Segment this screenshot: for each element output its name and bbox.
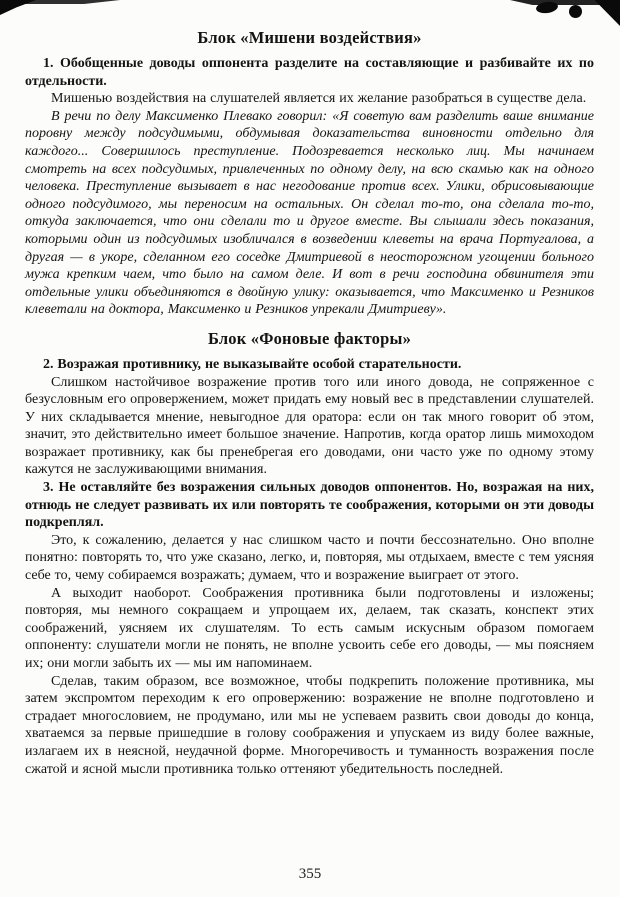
paragraph-repeating-arguments: Это, к сожалению, делается у нас слишком часто и почти бессознательно. Оно вполне понятно: повторять то, что уже сказано, легко, и, повторяя, мы отдыхаем, вместе с тем уясняя себе то, чему собираемся возражать; думаем, что и возражение выиграет от этого. <box>25 532 594 584</box>
section-heading-targets: Блок «Мишени воздействия» <box>197 28 422 47</box>
paragraph-improvised-rebuttal: Сделав, таким образом, все возможное, чтобы подкрепить положение противника, мы затем экспромтом переходим к его опровержению: возражение не вполне подготовлено и страдает многословием, не продумано, или мы не успеваем развить свои доводы до конца, хватаемся за первые пришедшие в голову соображения и упускаем из виду более важные, излагаем их в неясной, неудачной форме. Многоречивость и туманность возражения после сжатой и ясной мысли противника только оттеняют убедительность последней. <box>25 673 594 777</box>
paragraph-helping-opponent: А выходит наоборот. Соображения противника были подготовлены и изложены; повторяя, мы немного сокращаем и упрощаем их, делаем, так сказать, конспект этих соображений, уясняем их слушателям. То есть самым искусным образом помогаем оппоненту: слушатели могли не понять, не вполне усвоить себе его доводы, — мы поясняем их; они могли забыть их — мы им напоминаем. <box>25 585 594 671</box>
page-content <box>25 26 594 778</box>
paragraph-target-audience: Мишенью воздействия на слушателей является их желание разобраться в существе дела. <box>51 91 587 107</box>
scan-artifact-top-right-dot <box>569 5 582 18</box>
plevako-quote-paragraph: В речи по делу Максименко Плевако говорил: «Я советую вам разделить ваше внимание поровну между подсудимыми, обдумывая доказательства виновности отдельно для каждого... Совершилось преступление. Подозревается несколько лиц. Мы начинаем смотреть на всех подсудимых, привлеченных по одному делу, на всю скамью как на одного человека. Преступление вызывает в нас негодование против всех. Улики, обрисовывающие одного подсудимого, мы переносим на остальных. Он сделал то-то, она сделала то-то, откуда заключается, что они сделали то и другое вместе. Вы слышали здесь показания, которыми один из подсудимых изобличался в возведении клеветы на врача Португалова, а другая — в укоре, сделанном его соседке Дмитриевой в неосторожном угощении больного мужа крепким чаем, что было на самом деле. И вот в речи господина обвинителя эти отдельные улики объединяются в двойную улику: оказывается, что Максименко и Резников клеветали на доктора, Максименко и Резников упрекали Дмитриеву». <box>25 108 594 318</box>
rule-2-text: 2. Возражая противнику, не выказывайте особой старательности. <box>43 356 462 372</box>
section-heading-background: Блок «Фоновые факторы» <box>207 328 412 348</box>
page-number: 355 <box>298 866 322 882</box>
rule-1-text: 1. Обобщенные доводы оппонента разделите на составляющие и разбивайте их по отдельности. <box>25 56 594 89</box>
rule-3-text: 3. Не оставляйте без возражения сильных доводов оппонентов. Но, возражая на них, отнюдь не следует развивать их или повторять те соображения, которыми он эти доводы подкреплял. <box>25 480 594 531</box>
paragraph-objection-persistence: Слишком настойчивое возражение против того или иного довода, не сопряженное с безусловным его опровержением, может придать ему новый вес в представлении слушателей. У них складывается мнение, невыгодное для оратора: если он так много говорит об этом, значит, это действительно имеет большое значение. Напротив, когда оратор лишь мимоходом возражает противнику, как бы пренебрегая его доводами, они часто уже по одному этому кажутся не заслуживающими внимания. <box>25 374 594 478</box>
scan-artifact-top-edge-left <box>0 0 120 4</box>
